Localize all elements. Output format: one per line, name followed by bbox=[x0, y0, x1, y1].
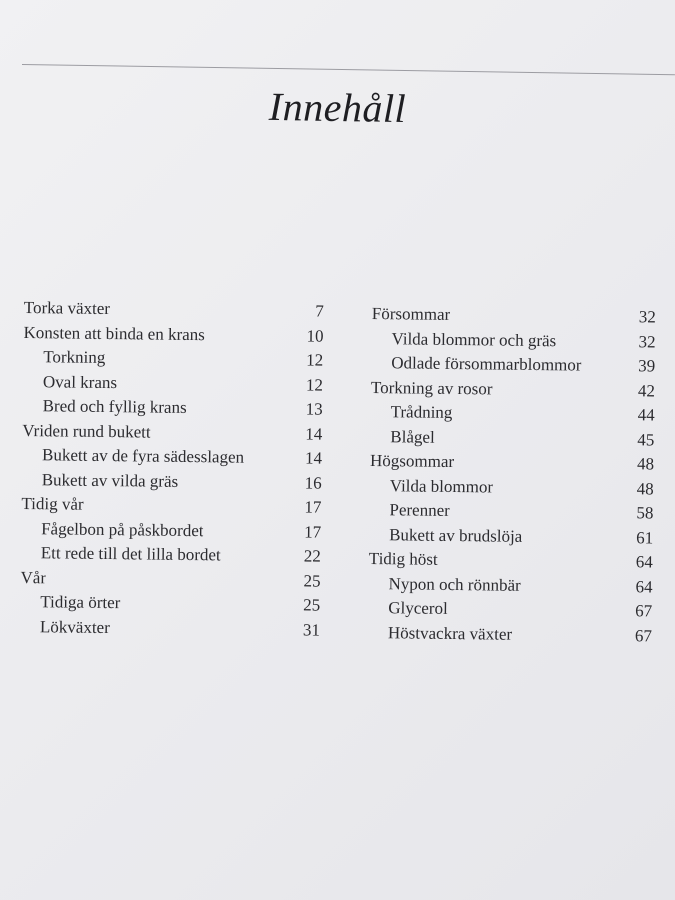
toc-entry-page-number: 58 bbox=[636, 503, 654, 523]
toc-entry-page-number: 10 bbox=[306, 325, 324, 346]
toc-entry-title: Bukett av de fyra sädesslagen bbox=[41, 445, 245, 467]
toc-entry-title: Glycerol bbox=[388, 598, 448, 618]
toc-subentry bbox=[371, 326, 655, 354]
toc-entry bbox=[23, 320, 323, 348]
toc-entry-title: Bred och fyllig krans bbox=[42, 396, 187, 417]
toc-subentry bbox=[21, 541, 321, 569]
toc-entry-page-number: 64 bbox=[635, 552, 653, 572]
toc-entry-page-number: 67 bbox=[635, 601, 653, 621]
toc-entry-title: Lökväxter bbox=[39, 616, 110, 637]
toc-entry-page-number: 7 bbox=[315, 301, 324, 321]
toc-entry-page-number: 16 bbox=[304, 472, 322, 493]
toc-entry-page-number: 61 bbox=[636, 527, 654, 547]
toc-subentry bbox=[21, 516, 321, 544]
toc-entry bbox=[20, 565, 320, 593]
toc-entry-page-number: 32 bbox=[638, 307, 656, 327]
toc-entry-page-number: 12 bbox=[305, 374, 324, 395]
toc-entry bbox=[372, 302, 656, 330]
toc-entry-title: Torka växter bbox=[23, 297, 111, 319]
toc-entry-title: Bukett av brudslöja bbox=[389, 524, 523, 546]
toc-entry-page-number: 32 bbox=[638, 331, 656, 351]
toc-entry-title: Vriden rund bukett bbox=[22, 420, 151, 442]
toc-entry-page-number: 48 bbox=[636, 454, 655, 474]
toc-entry-page-number: 14 bbox=[304, 448, 323, 468]
toc-entry-title: Tidiga örter bbox=[40, 592, 121, 613]
toc-subentry bbox=[368, 596, 652, 624]
toc-entry bbox=[369, 547, 653, 575]
toc-entry-page-number: 67 bbox=[634, 625, 653, 645]
toc-entry-title: Försommar bbox=[371, 303, 451, 324]
toc-entry-page-number: 48 bbox=[636, 478, 654, 498]
toc-subentry bbox=[370, 473, 654, 501]
toc-subentry bbox=[371, 400, 655, 428]
toc-subentry bbox=[23, 345, 323, 373]
toc-entry-page-number: 25 bbox=[303, 570, 321, 591]
toc-subentry bbox=[369, 522, 653, 550]
toc-entry-title: Perenner bbox=[389, 500, 450, 520]
toc-entry-page-number: 17 bbox=[304, 521, 322, 542]
toc-entry-page-number: 22 bbox=[303, 546, 321, 566]
toc-subentry bbox=[23, 394, 323, 422]
top-divider bbox=[22, 64, 675, 75]
toc-entry-title: Ett rede till det lilla bordet bbox=[40, 543, 221, 565]
toc-entry bbox=[22, 418, 322, 446]
toc-entry-title: Torkning bbox=[43, 347, 106, 367]
toc-entry bbox=[24, 296, 324, 324]
toc-entry-title: Torkning av rosor bbox=[370, 377, 493, 398]
toc-entry-page-number: 64 bbox=[635, 576, 653, 596]
toc-subentry bbox=[370, 424, 654, 452]
toc-entry-title: Vår bbox=[20, 567, 47, 587]
toc-subentry bbox=[23, 369, 323, 397]
page-title: Innehåll bbox=[268, 83, 407, 132]
toc-entry-page-number: 44 bbox=[637, 405, 655, 425]
toc-entry-title: Tidig vår bbox=[21, 493, 84, 514]
toc-entry-title: Fågelbon på påskbordet bbox=[41, 518, 204, 540]
toc-entry-title: Blågel bbox=[390, 426, 435, 447]
toc-subentry bbox=[22, 467, 322, 495]
toc-subentry bbox=[20, 614, 320, 642]
toc-entry-title: Odlade försommarblommor bbox=[391, 353, 582, 375]
toc-subentry bbox=[368, 571, 652, 599]
toc-entry bbox=[370, 449, 654, 477]
toc-entry-title: Tidig höst bbox=[368, 548, 438, 569]
toc-subentry bbox=[368, 620, 652, 648]
toc-entry-title: Vilda blommor och gräs bbox=[391, 328, 557, 350]
toc-entry-page-number: 14 bbox=[305, 423, 323, 444]
toc-column-right bbox=[368, 302, 656, 648]
toc-subentry bbox=[371, 351, 655, 379]
toc-entry-page-number: 45 bbox=[637, 429, 655, 449]
toc-entry-page-number: 31 bbox=[302, 619, 321, 640]
toc-column-left bbox=[20, 296, 324, 643]
toc-entry-title: Bukett av vilda gräs bbox=[41, 469, 179, 491]
toc-subentry bbox=[369, 498, 653, 526]
toc-entry-title: Konsten att binda en krans bbox=[23, 322, 205, 344]
toc-entry bbox=[371, 375, 655, 403]
toc-entry-page-number: 39 bbox=[638, 356, 656, 376]
toc-entry-page-number: 17 bbox=[304, 497, 322, 517]
toc-entry-title: Nypon och rönnbär bbox=[388, 573, 521, 595]
toc-entry-title: Vilda blommor bbox=[389, 475, 494, 496]
toc-subentry bbox=[20, 590, 320, 618]
toc-entry-title: Trådning bbox=[390, 402, 453, 422]
toc-entry-page-number: 13 bbox=[305, 399, 323, 419]
toc-entry-page-number: 42 bbox=[637, 380, 656, 400]
toc-entry-title: Högsommar bbox=[369, 450, 455, 472]
toc-subentry bbox=[22, 443, 322, 471]
toc-entry-page-number: 12 bbox=[306, 350, 324, 370]
toc-entry-title: Höstvackra växter bbox=[387, 622, 513, 644]
toc-entry-title: Oval krans bbox=[42, 371, 118, 392]
toc-entry bbox=[21, 492, 321, 520]
toc-entry-page-number: 25 bbox=[303, 595, 321, 615]
